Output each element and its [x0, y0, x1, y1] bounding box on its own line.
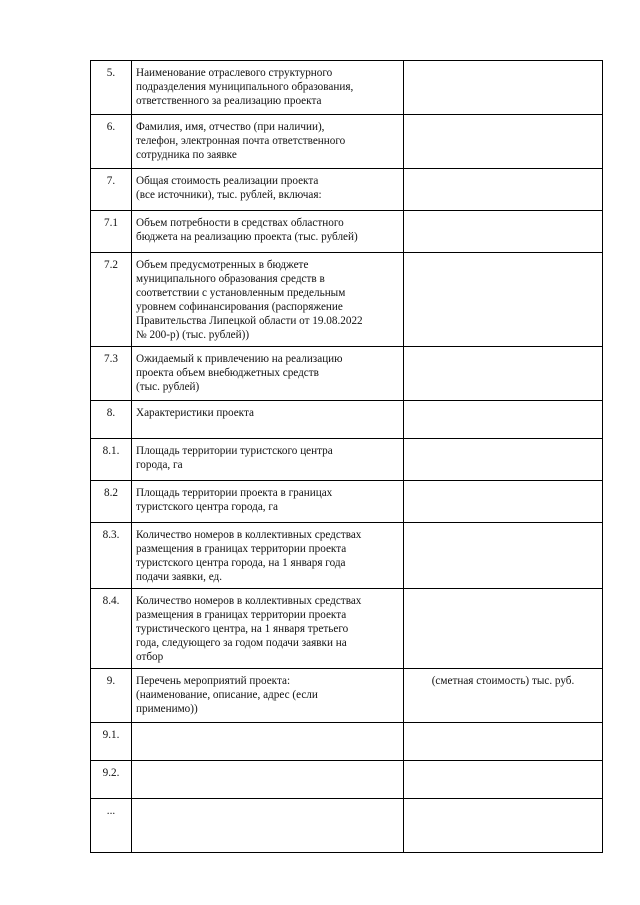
row-description: Характеристики проекта	[132, 401, 404, 439]
row-number: 9.2.	[91, 761, 132, 799]
row-description[interactable]	[132, 761, 404, 799]
table-row	[91, 347, 603, 401]
row-number: 9.	[91, 669, 132, 723]
row-description[interactable]	[132, 723, 404, 761]
row-value-cell[interactable]	[404, 401, 603, 439]
table-row	[91, 723, 603, 761]
row-value-cell[interactable]	[404, 799, 603, 853]
row-value-cell[interactable]	[404, 761, 603, 799]
row-value-cell[interactable]	[404, 253, 603, 347]
row-description[interactable]	[132, 799, 404, 853]
table-row	[91, 61, 603, 115]
row-value-cell[interactable]	[404, 723, 603, 761]
table-row	[91, 253, 603, 347]
row-number: 9.1.	[91, 723, 132, 761]
row-value-cell[interactable]	[404, 347, 603, 401]
row-value-cell[interactable]	[404, 211, 603, 253]
row-value-cell[interactable]	[404, 523, 603, 589]
row-description: Площадь территории туристского центра города, га	[132, 439, 404, 481]
row-number: 8.	[91, 401, 132, 439]
table-row	[91, 481, 603, 523]
row-number: 6.	[91, 115, 132, 169]
table-row	[91, 401, 603, 439]
row-number: 7.	[91, 169, 132, 211]
row-value-cell[interactable]: (сметная стоимость) тыс. руб.	[404, 669, 603, 723]
row-value-cell[interactable]	[404, 481, 603, 523]
table-row	[91, 523, 603, 589]
row-number: 7.3	[91, 347, 132, 401]
row-description: Наименование отраслевого структурного подразделения муниципального образования, ответственного за реализацию проекта	[132, 61, 404, 115]
table-row	[91, 439, 603, 481]
table-row	[91, 799, 603, 853]
row-number: 8.4.	[91, 589, 132, 669]
row-number: 5.	[91, 61, 132, 115]
table-row	[91, 115, 603, 169]
row-number: 8.3.	[91, 523, 132, 589]
row-value-cell[interactable]	[404, 115, 603, 169]
row-value-cell[interactable]	[404, 589, 603, 669]
row-description: Фамилия, имя, отчество (при наличии), телефон, электронная почта ответственного сотрудника по заявке	[132, 115, 404, 169]
row-number: 8.1.	[91, 439, 132, 481]
row-description: Ожидаемый к привлечению на реализацию проекта объем внебюджетных средств (тыс. рублей)	[132, 347, 404, 401]
row-number: ...	[91, 799, 132, 853]
table-row	[91, 669, 603, 723]
row-description: Перечень мероприятий проекта: (наименование, описание, адрес (если применимо))	[132, 669, 404, 723]
table-row	[91, 589, 603, 669]
row-description: Общая стоимость реализации проекта (все источники), тыс. рублей, включая:	[132, 169, 404, 211]
row-description: Площадь территории проекта в границах туристского центра города, га	[132, 481, 404, 523]
row-value-cell[interactable]	[404, 61, 603, 115]
table-row	[91, 169, 603, 211]
row-description: Количество номеров в коллективных средствах размещения в границах территории проекта туристического центра, на 1 января третьего года, следующего за годом подачи заявки на отбор	[132, 589, 404, 669]
table-row	[91, 761, 603, 799]
row-description: Объем потребности в средствах областного бюджета на реализацию проекта (тыс. рублей)	[132, 211, 404, 253]
project-application-table	[90, 60, 603, 853]
row-number: 7.2	[91, 253, 132, 347]
row-number: 8.2	[91, 481, 132, 523]
row-description: Объем предусмотренных в бюджете муниципального образования средств в соответствии с установленным предельным уровнем софинансирования (распоряжение Правительства Липецкой области от 19.08.2022 № 200-р) (тыс. рублей))	[132, 253, 404, 347]
table-row	[91, 211, 603, 253]
row-value-cell[interactable]	[404, 439, 603, 481]
row-value-cell[interactable]	[404, 169, 603, 211]
row-number: 7.1	[91, 211, 132, 253]
row-description: Количество номеров в коллективных средствах размещения в границах территории проекта туристского центра города, на 1 января года подачи заявки, ед.	[132, 523, 404, 589]
